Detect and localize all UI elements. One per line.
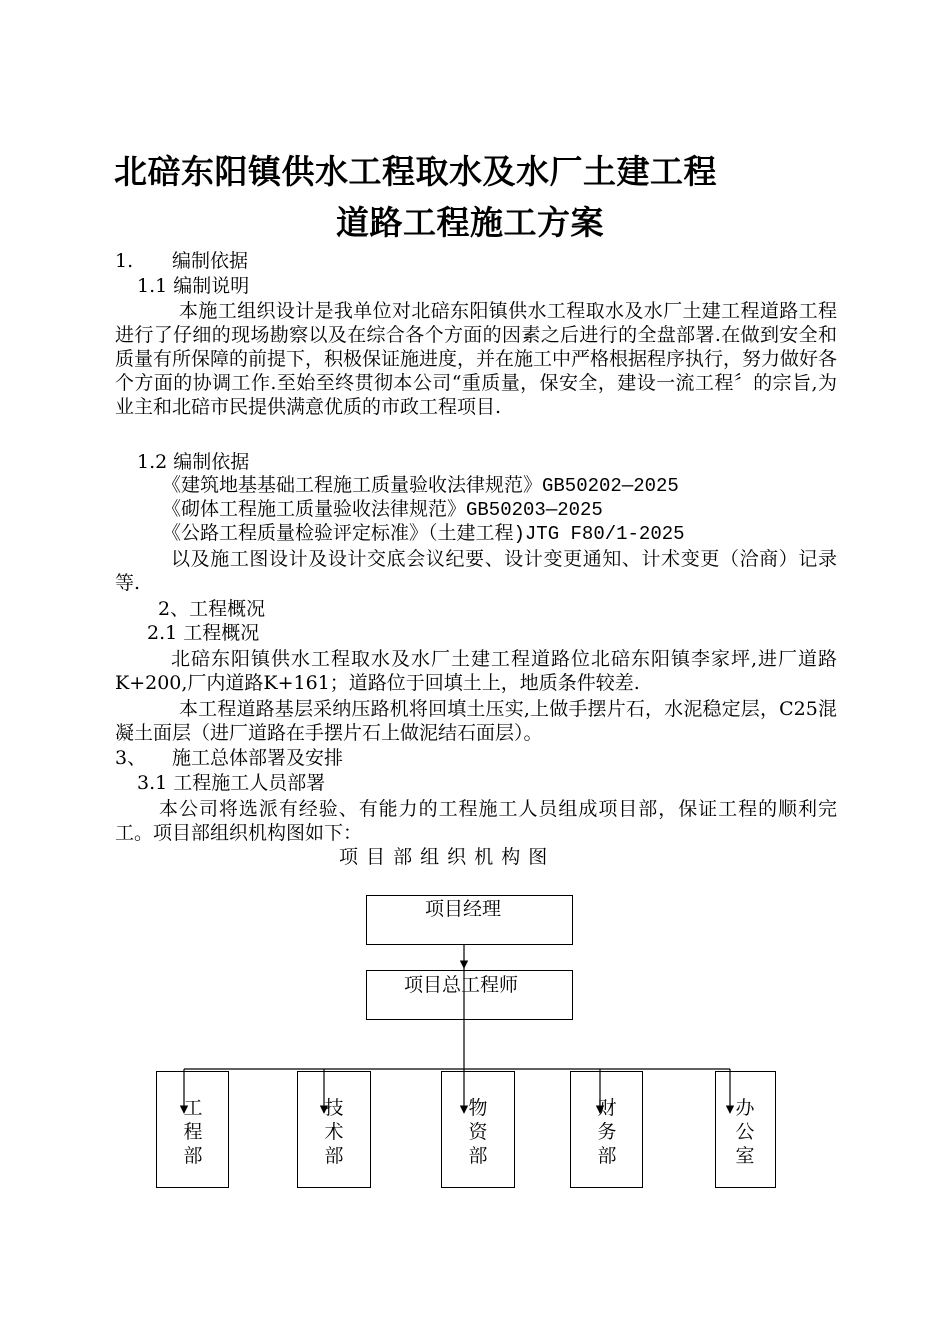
org-label-dept-finance: 财务部: [597, 1097, 617, 1167]
sec3-1-heading: 3.1 工程施工人员部署: [137, 772, 326, 794]
reference-item: 《建筑地基基础工程施工质量验收法律规范》GB50202—2025: [162, 475, 679, 497]
sec3-number: 3、: [115, 747, 147, 769]
sec1-2-paragraph: 以及施工图设计及设计交底会议纪要、设计变更通知、计术变更（洽商）记录等.: [115, 548, 837, 594]
sec2-1-heading: 2.1 工程概况: [147, 622, 260, 644]
doc-title-line1: 北碚东阳镇供水工程取水及水厂土建工程: [114, 152, 717, 191]
org-label-dept-engineering: 工程部: [183, 1097, 203, 1167]
sec2-1-paragraph-2: 本工程道路基层采纳压路机将回填土压实,上做手摆片石，水泥稳定层，C25混凝土面层（进厂道路在手摆片石上做泥结石面层）。: [115, 698, 837, 744]
reference-item: 《砌体工程施工质量验收法律规范》GB50203—2025: [162, 499, 603, 521]
sec1-1-paragraph: 本施工组织设计是我单位对北碚东阳镇供水工程取水及水厂土建工程道路工程进行了仔细的现场勘察以及在综合各个方面的因素之后进行的全盘部署.在做到安全和质量有所保障的前提下，积极保证施进度，并在施工中严格根据程序执行，努力做好各个方面的协调工作.至始至终贯彻本公司“重质量，保安全，建设一流工程〞的宗旨,为业主和北碚市民提供满意优质的市政工程项目.: [115, 300, 838, 418]
org-label-dept-office: 办公室: [735, 1097, 755, 1167]
org-label-project-manager: 项目经理: [425, 898, 502, 920]
sec1-2-heading: 1.2 编制依据: [137, 451, 250, 473]
sec2-heading: 2、工程概况: [158, 598, 266, 620]
org-label-dept-technical: 技术部: [324, 1097, 344, 1167]
sec3-1-paragraph: 本公司将选派有经验、有能力的工程施工人员组成项目部，保证工程的顺利完工。项目部组织机构图如下：: [115, 798, 837, 844]
reference-item: 《公路工程质量检验评定标准》（土建工程)JTG F80/1-2025: [162, 523, 685, 545]
sec1-number: 1.: [115, 250, 134, 272]
org-label-dept-materials: 物资部: [468, 1097, 488, 1167]
org-label-chief-engineer: 项目总工程师: [404, 974, 519, 996]
doc-title-line2: 道路工程施工方案: [336, 203, 604, 242]
sec1-heading: 编制依据: [172, 250, 249, 272]
sec3-heading: 施工总体部署及安排: [172, 747, 344, 769]
sec1-1-heading: 1.1 编制说明: [137, 275, 250, 297]
sec2-1-paragraph-1: 北碚东阳镇供水工程取水及水厂土建工程道路位北碚东阳镇李家坪,进厂道路K+200,厂内道路K+161；道路位于回填土上，地质条件较差.: [115, 648, 837, 694]
org-chart-caption: 项 目 部 组 织 机 构 图: [339, 846, 549, 868]
